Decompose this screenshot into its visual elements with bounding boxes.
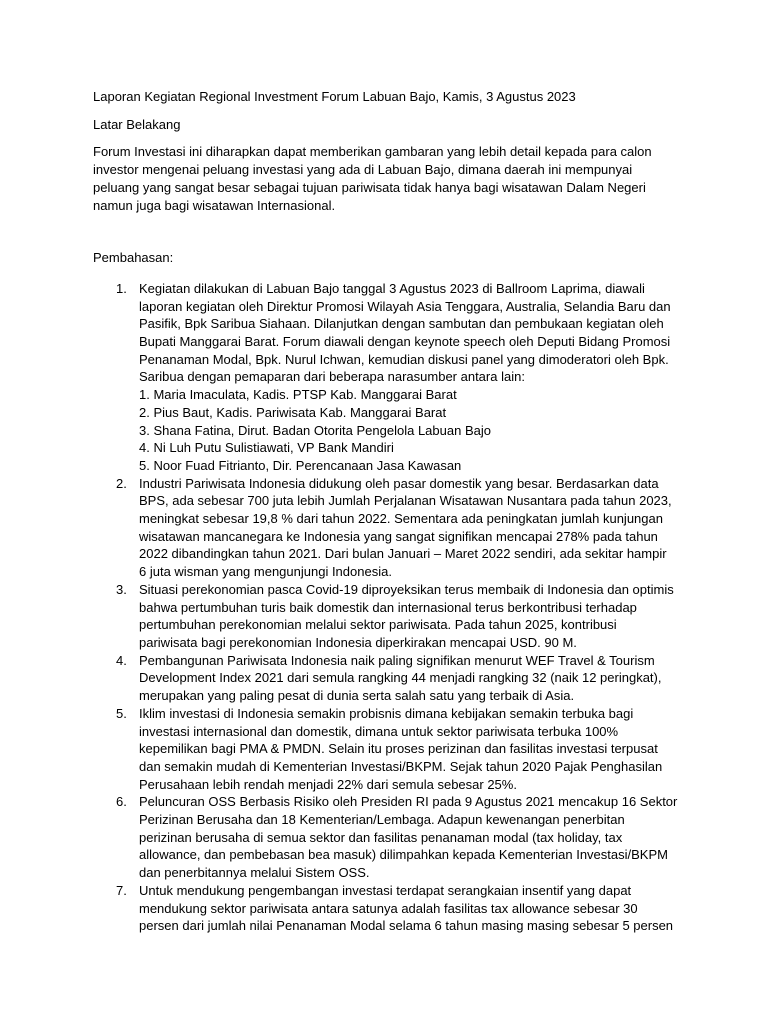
item-number: 1. [116,280,127,296]
item-line: kepemilikan bagi PMA & PMDN. Selain itu proses perizinan dan fasilitas investasi terpusat [139,741,658,757]
item-line: Kegiatan dilakukan di Labuan Bajo tanggal 3 Agustus 2023 di Ballroom Laprima, diawali [139,280,645,296]
discussion-heading: Pembahasan: [93,250,174,266]
list-item [93,705,678,794]
item-line: mendukung sektor pariwisata antara satunya adalah fasilitas tax allowance sebesar 30 [139,900,638,916]
item-line: Pembangunan Pariwisata Indonesia naik paling signifikan menurut WEF Travel & Tourism [139,652,655,668]
item-line: Peluncuran OSS Berbasis Risiko oleh Presiden RI pada 9 Agustus 2021 mencakup 16 Sektor [139,794,678,810]
item-line: perizinan berusaha di semua sektor dan fasilitas penanaman modal (tax holiday, tax [139,829,623,845]
item-line: meningkat sebesar 19,8 % dari tahun 2022. Sementara ada peningkatan jumlah kunjungan [139,511,663,527]
list-item [93,882,678,935]
item-number: 4. [116,652,127,668]
speaker-item: 3. Shana Fatina, Dirut. Badan Otorita Pengelola Labuan Bajo [139,422,491,438]
list-item [93,652,678,705]
item-line: Perizinan Berusaha dan 18 Kementerian/Lembaga. Adapun kewenangan penerbitan [139,812,625,828]
item-line: persen dari jumlah nilai Penanaman Modal selama 6 tahun masing masing sebesar 5 persen [139,918,674,934]
item-line: Perusahaan lebih rendah menjadi 22% dari semula sebesar 25%. [139,776,517,792]
item-line: 6 juta wisman yang mengunjungi Indonesia. [139,564,392,580]
intro-line: Forum Investasi ini diharapkan dapat memberikan gambaran yang lebih detail kepada para calon [93,144,652,160]
item-line: 2022 dibandingkan tahun 2021. Dari bulan Januari – Maret 2022 sendiri, ada sekitar hampir [139,546,667,562]
speaker-item: 1. Maria Imaculata, Kadis. PTSP Kab. Manggarai Barat [139,387,457,403]
document-title: Laporan Kegiatan Regional Investment Forum Labuan Bajo, Kamis, 3 Agustus 2023 [93,89,576,104]
item-line: bahwa pertumbuhan turis baik domestik dan internasional terus berkontribusi terhadap [139,599,637,615]
list-item [93,280,678,475]
item-line: BPS, ada sebesar 700 juta lebih Jumlah Perjalanan Wisatawan Nusantara pada tahun 2023, [139,493,672,509]
intro-line: investor mengenai peluang investasi yang ada di Labuan Bajo, dimana daerah ini mempunyai [93,162,633,178]
list-item [93,475,678,581]
item-line: laporan kegiatan oleh Direktur Promosi Wilayah Asia Tenggara, Australia, Selandia Baru dan [139,298,671,314]
item-number: 7. [116,882,127,898]
speaker-item: 4. Ni Luh Putu Sulistiawati, VP Bank Mandiri [139,440,394,456]
item-line: Development Index 2021 dari semula rangking 44 menjadi rangking 32 (naik 12 peringkat), [139,670,662,686]
item-line: pariwisata bagi perekonomian Indonesia diperkirakan mencapai USD. 90 M. [139,634,577,650]
list-item [93,581,678,652]
discussion-list [93,280,678,935]
item-line: pertumbuhan perekonomian melalui sektor pariwisata. Pada tahun 2025, kontribusi [139,617,617,633]
item-number: 2. [116,475,127,491]
item-line: allowance, dan pembebasan bea masuk) dilimpahkan kepada Kementerian Investasi/BKPM [139,847,668,863]
item-line: merupakan yang paling pesat di dunia serta salah satu yang terbaik di Asia. [139,688,575,704]
item-number: 6. [116,794,127,810]
item-line: Bupati Manggarai Barat. Forum diawali dengan keynote speech oleh Deputi Bidang Promosi [139,334,671,350]
speaker-item: 2. Pius Baut, Kadis. Pariwisata Kab. Manggarai Barat [139,404,447,420]
speaker-item: 5. Noor Fuad Fitrianto, Dir. Perencanaan Jasa Kawasan [139,457,462,473]
intro-line: namun juga bagi wisatawan Internasional. [93,197,336,213]
speaker-list [139,386,678,475]
item-line: dan penerbitannya melalui Sistem OSS. [139,865,370,881]
item-line: Saribua dengan pemaparan dari beberapa narasumber antara lain: [139,369,525,385]
intro-paragraph [93,143,653,214]
item-line: Industri Pariwisata Indonesia didukung oleh pasar domestik yang besar. Berdasarkan data [139,475,659,491]
item-line: Iklim investasi di Indonesia semakin probisnis dimana kebijakan semakin terbuka bagi [139,705,634,721]
item-line: Pasifik, Bpk Saribua Siahaan. Dilanjutkan dengan sambutan dan pembukaan kegiatan oleh [139,316,664,332]
item-line: dan semakin mudah di Kementerian Investasi/BKPM. Sejak tahun 2020 Pajak Penghasilan [139,758,663,774]
item-number: 3. [116,581,127,597]
intro-line: peluang yang sangat besar sebagai tujuan pariwisata tidak hanya bagi wisatawan Dalam Negeri [93,179,646,195]
list-item [93,793,678,882]
item-line: Situasi perekonomian pasca Covid-19 diproyeksikan terus membaik di Indonesia dan optimis [139,581,674,597]
item-line: investasi internasional dan domestik, dimana untuk sektor pariwisata terbuka 100% [139,723,619,739]
item-line: Penanaman Modal, Bpk. Nurul Ichwan, kemudian diskusi panel yang dimoderatori oleh Bpk. [139,351,669,367]
background-heading: Latar Belakang [93,116,181,132]
item-number: 5. [116,705,127,721]
item-line: Untuk mendukung pengembangan investasi terdapat serangkaian insentif yang dapat [139,882,632,898]
item-line: wisatawan mancanegara ke Indonesia yang sangat signifikan mencapai 278% pada tahun [139,528,658,544]
